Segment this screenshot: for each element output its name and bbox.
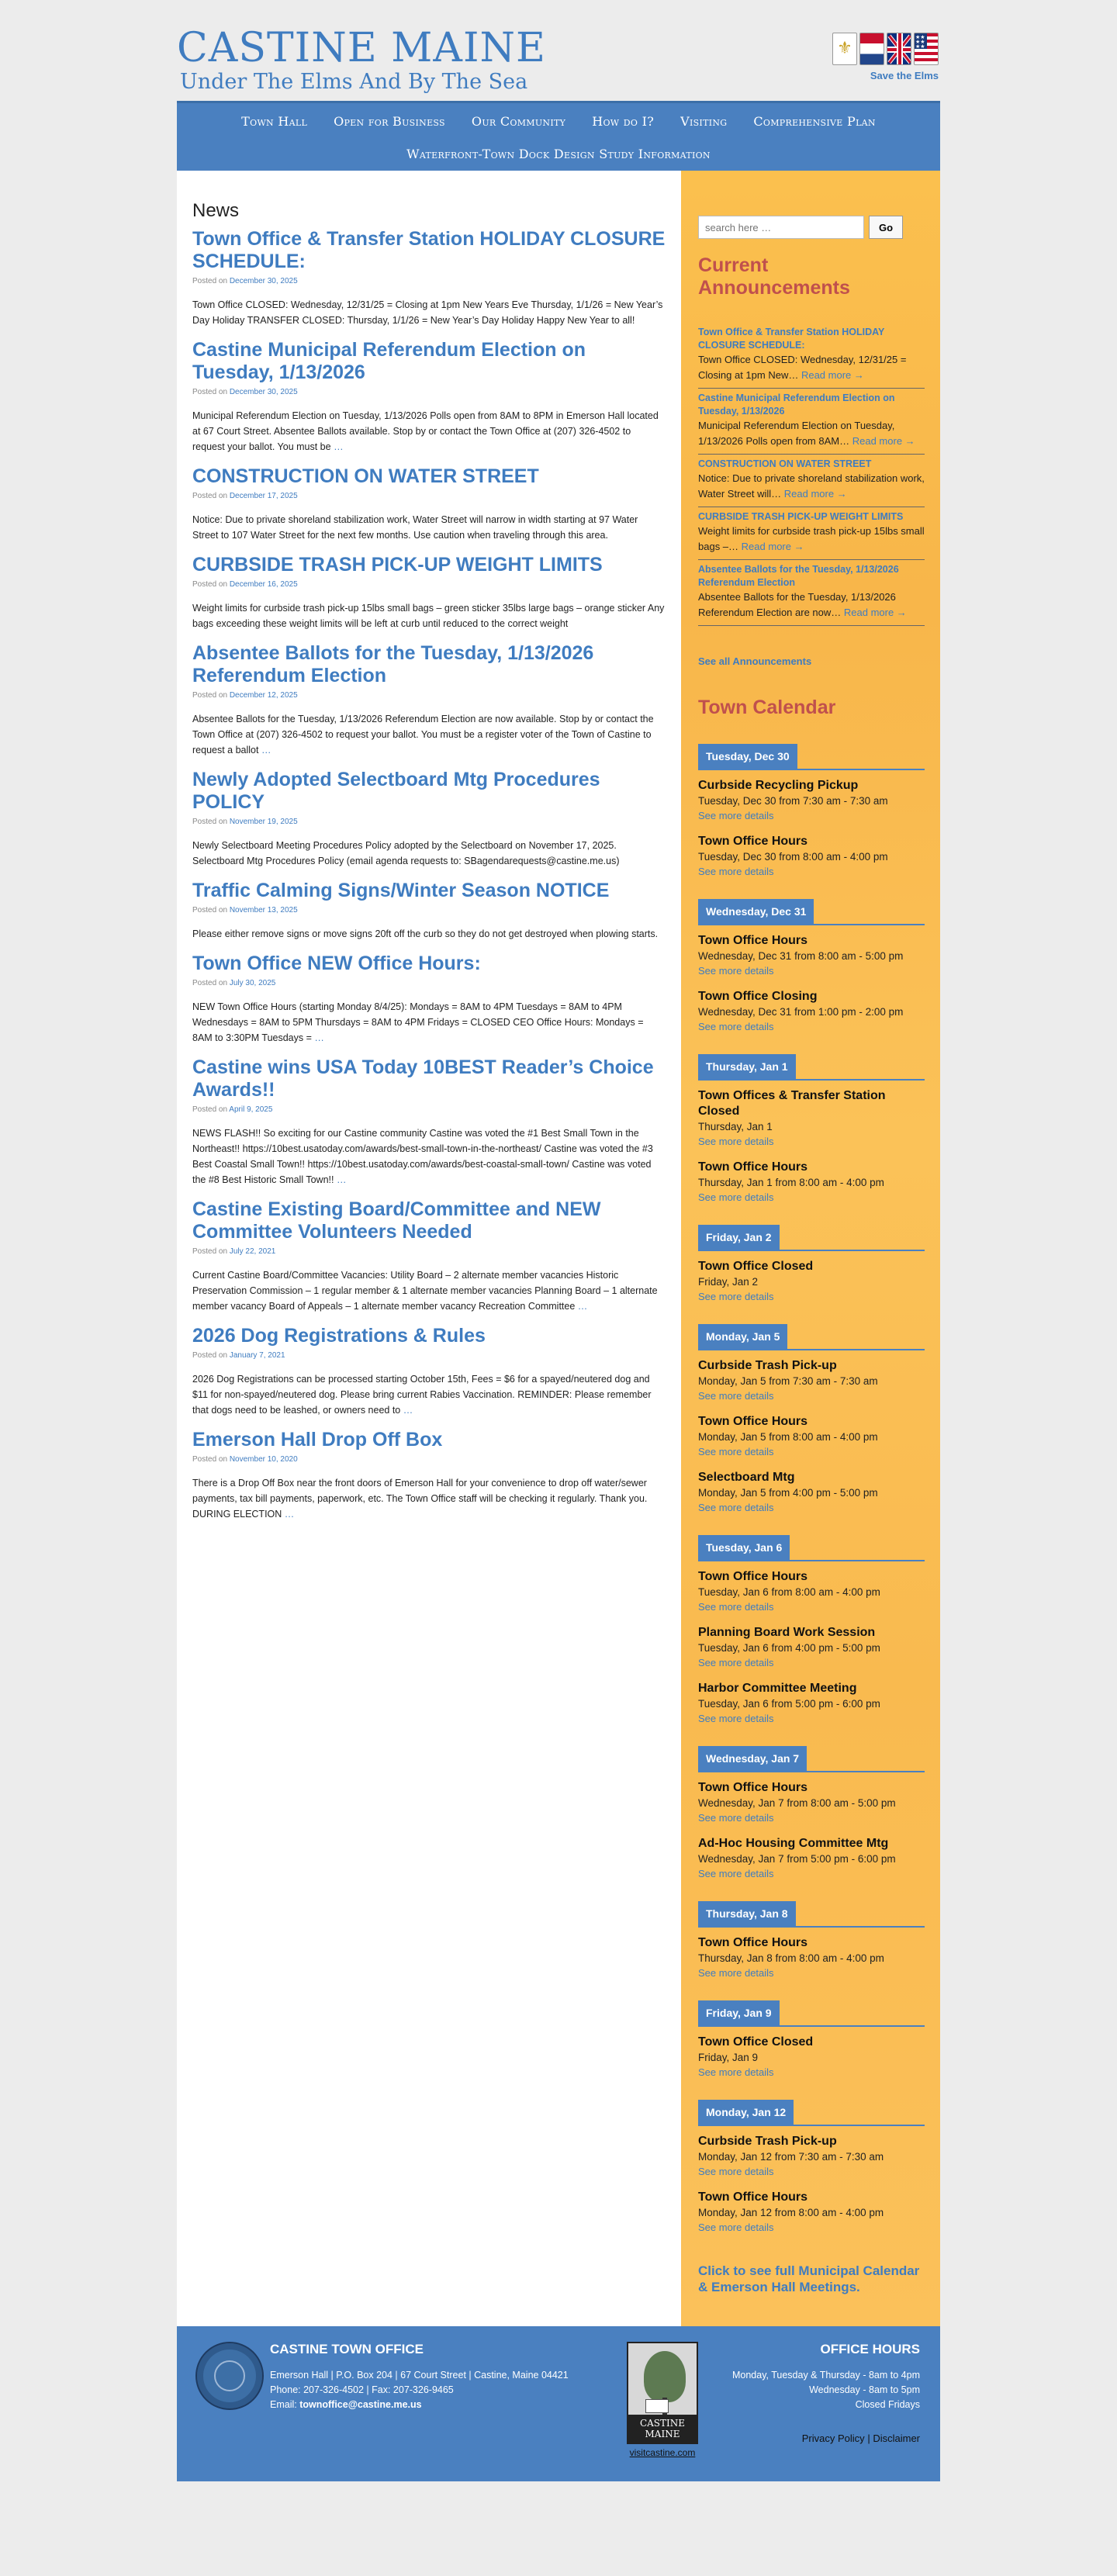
event-name[interactable]: Ad-Hoc Housing Committee Mtg	[698, 1837, 889, 1850]
posted-on-label: Posted on	[192, 1105, 228, 1114]
logo-text: CASTINE MAINE	[628, 2415, 697, 2443]
site-footer	[177, 2326, 940, 2481]
announcement-item	[698, 455, 925, 507]
news-post	[192, 1056, 666, 1188]
post-title-link[interactable]: Town Office NEW Office Hours:	[192, 953, 481, 974]
nav-link[interactable]: Open for Business	[334, 114, 445, 129]
usa-flag-icon[interactable]: ★★ ★★ ★★	[914, 33, 939, 65]
post-excerpt	[192, 1125, 666, 1188]
footer-link-separator: |	[867, 2433, 870, 2444]
post-excerpt-text: Notice: Due to private shoreland stabilization work, Water Street will narrow in width starting at 97 Water Street to 107 Water Street for the next few months. Use caution when traveling through this area.	[192, 514, 638, 541]
calendar-day-header: Monday, Jan 12	[698, 2100, 794, 2125]
event-time: Wednesday, Dec 31 from 1:00 pm - 2:00 pm	[698, 1006, 904, 1018]
post-date-link[interactable]: July 30, 2025	[229, 979, 276, 987]
see-more-details-link[interactable]: See more details	[698, 1967, 774, 1979]
calendar-day-header: Tuesday, Dec 30	[698, 744, 797, 769]
see-more-details-link[interactable]: See more details	[698, 1868, 774, 1879]
visit-castine-image[interactable]	[627, 2342, 698, 2444]
event-time: Tuesday, Dec 30 from 7:30 am - 7:30 am	[698, 795, 888, 807]
nav-row-2	[177, 143, 940, 164]
see-more-details-link[interactable]: See more details	[698, 2222, 774, 2233]
post-more-link[interactable]: …	[334, 441, 344, 452]
posted-on-label: Posted on	[192, 979, 228, 987]
post-title-link[interactable]: Castine wins USA Today 10BEST Reader’s Choice Awards!!	[192, 1056, 654, 1101]
post-title-link[interactable]: Traffic Calming Signs/Winter Season NOTICE	[192, 880, 610, 901]
event-name[interactable]: Town Office Closing	[698, 990, 818, 1003]
main-nav	[177, 101, 940, 171]
calendar-event	[698, 1625, 925, 1670]
post-date-link[interactable]: December 17, 2025	[229, 492, 298, 500]
footer-email-line	[270, 2398, 569, 2412]
announcement-title[interactable]: Absentee Ballots for the Tuesday, 1/13/2026 Referendum Election	[698, 564, 899, 588]
disclaimer-link[interactable]: Disclaimer	[873, 2433, 920, 2444]
post-excerpt-text: NEWS FLASH!! So exciting for our Castine community Castine was voted the #1 Best Small Town in the Northeast!! https://10best.usatoday.com/awards/best-small-town-in-the-northeast/ Castine was voted the #3 Best Coastal Small Town!! https://10best.usatoday.com/awards/best-coastal-small-town/ Castine was voted the #8 Best Historic Small Town!!	[192, 1128, 653, 1185]
see-more-details-link[interactable]: See more details	[698, 1390, 774, 1402]
calendar-event	[698, 1414, 925, 1459]
post-excerpt	[192, 297, 666, 328]
news-post	[192, 769, 666, 869]
event-time: Monday, Jan 5 from 8:00 am - 4:00 pm	[698, 1431, 878, 1443]
see-more-details-link[interactable]: See more details	[698, 1021, 774, 1032]
post-meta	[192, 979, 666, 987]
calendar-day	[698, 1324, 925, 1515]
post-excerpt-text: Newly Selectboard Meeting Procedures Policy adopted by the Selectboard on November 17, 2025. Selectboard Mtg Procedures Policy (email agenda requests to: SBagendarequests@castine.me.us)	[192, 840, 620, 866]
announcement-item	[698, 560, 925, 626]
post-date-link[interactable]: November 13, 2025	[229, 906, 298, 915]
calendar-event	[698, 834, 925, 879]
read-more-link[interactable]: Read more →	[843, 607, 907, 618]
announcement-excerpt-text: Notice: Due to private shoreland stabilization work, Water Street will…	[698, 472, 925, 500]
post-meta	[192, 1455, 666, 1464]
posted-on-label: Posted on	[192, 492, 228, 500]
news-post	[192, 953, 666, 1046]
post-date-link[interactable]: December 30, 2025	[229, 388, 298, 396]
post-title-link[interactable]: CURBSIDE TRASH PICK-UP WEIGHT LIMITS	[192, 554, 603, 576]
event-name[interactable]: Town Office Hours	[698, 1936, 808, 1949]
calendar-day-header: Thursday, Jan 1	[698, 1054, 796, 1079]
united-kingdom-flag-icon[interactable]	[887, 33, 911, 65]
announcement-excerpt-text: Town Office CLOSED: Wednesday, 12/31/25 = Closing at 1pm New…	[698, 354, 907, 381]
post-excerpt-text: 2026 Dog Registrations can be processed starting October 15th, Fees = $6 for a spayed/neutered dog and $11 for non-spayed/neutered dog. Please bring current Rabies Vaccination. REMINDER: Please remember that dogs need to be leashed, or owners need to	[192, 1374, 652, 1416]
news-post	[192, 1429, 666, 1522]
news-content	[177, 171, 681, 2326]
visit-castine-logo[interactable]	[627, 2342, 698, 2458]
nav-item	[579, 111, 667, 132]
post-title	[192, 1325, 666, 1347]
calendar-day-divider	[698, 769, 925, 770]
event-name[interactable]: Town Office Hours	[698, 835, 808, 848]
nav-item	[740, 111, 888, 132]
calendar-event	[698, 778, 925, 823]
calendar-event	[698, 1160, 925, 1205]
post-more-link[interactable]: …	[403, 1405, 413, 1416]
event-time: Tuesday, Jan 6 from 4:00 pm - 5:00 pm	[698, 1642, 880, 1654]
calendar-event	[698, 989, 925, 1034]
privacy-policy-link[interactable]: Privacy Policy	[801, 2433, 865, 2444]
nav-item	[228, 111, 320, 132]
calendar-event	[698, 2190, 925, 2235]
event-time: Tuesday, Jan 6 from 5:00 pm - 6:00 pm	[698, 1698, 880, 1710]
calendar-event	[698, 1935, 925, 1980]
search-input[interactable]	[698, 216, 864, 239]
calendar-day-divider	[698, 924, 925, 925]
nav-link[interactable]: Our Community	[471, 114, 566, 129]
event-name[interactable]: Selectboard Mtg	[698, 1471, 795, 1484]
post-title	[192, 642, 666, 687]
calendar-event	[698, 1836, 925, 1881]
event-name[interactable]: Town Office Hours	[698, 1415, 808, 1428]
announcement-item	[698, 389, 925, 455]
calendar-day-divider	[698, 1250, 925, 1251]
save-the-elms-link[interactable]: Save the Elms	[870, 70, 939, 81]
posted-on-label: Posted on	[192, 580, 228, 589]
posted-on-label: Posted on	[192, 691, 228, 700]
post-more-link[interactable]: …	[284, 1509, 295, 1520]
footer-address: Emerson Hall | P.O. Box 204 | 67 Court Street | Castine, Maine 04421	[270, 2370, 569, 2381]
hours-line-3: Closed Fridays	[855, 2399, 920, 2410]
news-post	[192, 880, 666, 942]
news-heading: News	[192, 200, 240, 221]
post-meta	[192, 1351, 666, 1360]
post-title-link[interactable]: 2026 Dog Registrations & Rules	[192, 1325, 486, 1347]
site-tagline: Under The Elms And By The Sea	[180, 70, 528, 94]
calendar-day-header: Wednesday, Dec 31	[698, 899, 814, 924]
post-excerpt-text: NEW Town Office Hours (starting Monday 8/4/25): Mondays = 8AM to 4PM Tuesdays = 8AM to 4PM Wednesdays = 8AM to 5PM Thursdays = 8AM to 4PM Fridays = CLOSED CEO Office Hours: Mondays = 8AM to 3:30PM Tuesdays =	[192, 1001, 644, 1043]
post-more-link[interactable]: …	[314, 1032, 324, 1043]
netherlands-flag-icon[interactable]	[859, 33, 884, 65]
footer-office-heading: CASTINE TOWN OFFICE	[270, 2342, 424, 2356]
calendar-heading: Town Calendar	[698, 697, 836, 718]
footer-email-label: Email:	[270, 2399, 297, 2410]
calendar-event	[698, 1569, 925, 1614]
post-more-link[interactable]: …	[577, 1301, 588, 1312]
post-title-link[interactable]: Newly Adopted Selectboard Mtg Procedures POLICY	[192, 769, 600, 813]
post-meta	[192, 388, 666, 396]
footer-hours-heading: OFFICE HOURS	[820, 2342, 920, 2356]
calendar-day	[698, 744, 925, 879]
calendar-day-header: Thursday, Jan 8	[698, 1901, 796, 1926]
post-excerpt	[192, 600, 666, 631]
event-time: Monday, Jan 12 from 7:30 am - 7:30 am	[698, 2151, 884, 2163]
calendar-day-divider	[698, 1926, 925, 1928]
posted-on-label: Posted on	[192, 1247, 228, 1256]
see-more-details-link[interactable]: See more details	[698, 866, 774, 877]
announcements-heading: Current Announcements	[698, 254, 850, 299]
calendar-day-header: Monday, Jan 5	[698, 1324, 787, 1349]
post-title	[192, 769, 666, 814]
nav-link[interactable]: Town Hall	[241, 114, 308, 129]
post-title	[192, 1056, 666, 1101]
see-more-details-link[interactable]: See more details	[698, 810, 774, 821]
post-date-link[interactable]: January 7, 2021	[229, 1351, 285, 1360]
news-post	[192, 554, 666, 631]
post-title	[192, 554, 666, 576]
calendar-day-header: Tuesday, Jan 6	[698, 1535, 790, 1560]
announcement-item	[698, 323, 925, 389]
post-title-link[interactable]: Emerson Hall Drop Off Box	[192, 1429, 443, 1451]
calendar-event	[698, 1358, 925, 1403]
news-post	[192, 642, 666, 758]
town-seal-icon	[195, 2342, 264, 2410]
calendar-day-divider	[698, 1771, 925, 1772]
post-meta	[192, 277, 666, 285]
post-date-link[interactable]: November 10, 2020	[229, 1455, 298, 1464]
announcement-excerpt-text: Weight limits for curbside trash pick-up 15lbs small bags –…	[698, 525, 925, 552]
announcement-title[interactable]: CONSTRUCTION ON WATER STREET	[698, 458, 872, 469]
calendar-event	[698, 933, 925, 978]
footer-office-hours	[732, 2342, 920, 2444]
nav-item	[667, 111, 740, 132]
event-time: Thursday, Jan 1 from 8:00 am - 4:00 pm	[698, 1177, 884, 1188]
announcements-list	[698, 323, 925, 626]
post-title	[192, 1429, 666, 1451]
announcement-title[interactable]: CURBSIDE TRASH PICK-UP WEIGHT LIMITS	[698, 511, 904, 522]
post-excerpt	[192, 1371, 666, 1418]
event-name[interactable]: Town Office Hours	[698, 1160, 808, 1174]
event-name[interactable]: Town Office Closed	[698, 1260, 814, 1273]
event-name[interactable]: Curbside Trash Pick-up	[698, 1359, 837, 1372]
post-excerpt-text: Town Office CLOSED: Wednesday, 12/31/25 = Closing at 1pm New Years Eve Thursday, 1/1/26 = New Year’s Day Holiday TRANSFER CLOSED: Thursday, 1/1/26 = New Year’s Day Holiday Happy New Year to all!	[192, 299, 663, 326]
event-time: Friday, Jan 9	[698, 2052, 759, 2063]
posted-on-label: Posted on	[192, 906, 228, 915]
event-time: Monday, Jan 5 from 4:00 pm - 5:00 pm	[698, 1487, 878, 1499]
post-title-link[interactable]: Castine Municipal Referendum Election on Tuesday, 1/13/2026	[192, 339, 586, 383]
event-name[interactable]: Town Offices & Transfer Station Closed	[698, 1089, 886, 1118]
announcement-excerpt	[698, 471, 925, 502]
see-more-details-link[interactable]: See more details	[698, 1446, 774, 1457]
see-more-details-link[interactable]: See more details	[698, 1291, 774, 1302]
post-meta	[192, 492, 666, 500]
post-title-link[interactable]: CONSTRUCTION ON WATER STREET	[192, 465, 539, 487]
nav-item	[458, 111, 579, 132]
event-time: Wednesday, Jan 7 from 8:00 am - 5:00 pm	[698, 1797, 896, 1809]
event-name[interactable]: Town Office Hours	[698, 2190, 808, 2204]
post-date-link[interactable]: December 30, 2025	[229, 277, 298, 285]
post-date-link[interactable]: April 9, 2025	[229, 1105, 273, 1114]
footer-links	[732, 2433, 920, 2444]
calendar-day	[698, 1901, 925, 1980]
posted-on-label: Posted on	[192, 277, 228, 285]
nav-row-1	[177, 111, 940, 132]
post-excerpt	[192, 408, 666, 455]
post-title-link[interactable]: Town Office & Transfer Station HOLIDAY CLOSURE SCHEDULE:	[192, 228, 666, 272]
see-all-announcements-link[interactable]: See all Announcements	[698, 655, 812, 667]
post-excerpt-text: Please either remove signs or move signs 20ft off the curb so they do not get destroyed when plowing starts.	[192, 928, 659, 939]
footer-office-info	[270, 2342, 569, 2412]
read-more-link[interactable]: Read more →	[741, 541, 804, 552]
footer-phone: Phone: 207-326-4502 | Fax: 207-326-9465	[270, 2384, 454, 2395]
event-name[interactable]: Curbside Recycling Pickup	[698, 779, 859, 792]
event-time: Monday, Jan 5 from 7:30 am - 7:30 am	[698, 1375, 878, 1387]
hours-line-2: Wednesday - 8am to 5pm	[809, 2384, 920, 2395]
news-post	[192, 1325, 666, 1418]
calendar-event	[698, 1470, 925, 1515]
event-time: Tuesday, Dec 30 from 8:00 am - 4:00 pm	[698, 851, 888, 863]
calendar-day-divider	[698, 2125, 925, 2126]
calendar-event	[698, 2035, 925, 2080]
post-more-link[interactable]: …	[336, 1174, 347, 1185]
calendar-day-divider	[698, 1560, 925, 1561]
post-title-link[interactable]: Castine Existing Board/Committee and NEW Committee Volunteers Needed	[192, 1198, 601, 1243]
see-more-details-link[interactable]: See more details	[698, 965, 774, 977]
calendar-day	[698, 899, 925, 1034]
search-form	[698, 216, 925, 239]
event-time: Wednesday, Jan 7 from 5:00 pm - 6:00 pm	[698, 1853, 896, 1865]
post-meta	[192, 580, 666, 589]
france-flag-icon[interactable]: ⚜	[832, 33, 857, 65]
post-title	[192, 880, 666, 902]
flag-links	[832, 33, 939, 65]
post-excerpt	[192, 711, 666, 758]
read-more-link[interactable]: Read more →	[852, 435, 915, 447]
posted-on-label: Posted on	[192, 1351, 228, 1360]
nav-link[interactable]: Visiting	[680, 114, 728, 129]
post-excerpt	[192, 512, 666, 543]
post-excerpt-text: Absentee Ballots for the Tuesday, 1/13/2026 Referendum Election are now available. Stop by or contact the Town Office at (207) 326-4502 to request your ballot. You must be a register voter of the Town of Castine to request a ballot	[192, 714, 654, 756]
event-name[interactable]: Town Office Hours	[698, 934, 808, 947]
event-time: Thursday, Jan 8 from 8:00 am - 4:00 pm	[698, 1952, 884, 1964]
nav-link[interactable]: Comprehensive Plan	[753, 114, 876, 129]
nav-item	[320, 111, 458, 132]
post-meta	[192, 818, 666, 826]
see-more-details-link[interactable]: See more details	[698, 2166, 774, 2177]
calendar-day	[698, 1535, 925, 1726]
post-excerpt-text: Municipal Referendum Election on Tuesday, 1/13/2026 Polls open from 8AM to 8PM in Emerson Hall located at 67 Court Street. Absentee Ballots available. Stop by or contact the Town Office at (207) 326-4502 to request your ballot. You must be	[192, 410, 659, 452]
calendar-day-divider	[698, 2025, 925, 2027]
calendar-day-header: Friday, Jan 2	[698, 1225, 780, 1250]
see-more-details-link[interactable]: See more details	[698, 2066, 774, 2078]
nav-item	[393, 143, 724, 164]
announcement-title[interactable]: Castine Municipal Referendum Election on Tuesday, 1/13/2026	[698, 392, 895, 417]
event-name[interactable]: Town Office Hours	[698, 1570, 808, 1583]
see-more-details-link[interactable]: See more details	[698, 1713, 774, 1724]
post-date-link[interactable]: November 19, 2025	[229, 818, 298, 826]
post-meta	[192, 1105, 666, 1114]
post-excerpt-text: Current Castine Board/Committee Vacancies: Utility Board – 2 alternate member vacancies Historic Preservation Commission – 1 regular member & 1 alternate member vacancies Planning Board – 1 alternate member vacancy Board of Appeals – 1 alternate member vacancy Recreation Committee	[192, 1270, 658, 1312]
news-post	[192, 1198, 666, 1314]
full-calendar-link[interactable]: Click to see full Municipal Calendar & Emerson Hall Meetings.	[698, 2263, 920, 2294]
calendar-day	[698, 2000, 925, 2080]
calendar-event	[698, 1088, 925, 1149]
calendar-event	[698, 1681, 925, 1726]
calendar-day-divider	[698, 1079, 925, 1081]
search-button[interactable]: Go	[869, 216, 903, 239]
post-meta	[192, 906, 666, 915]
post-title	[192, 339, 666, 384]
calendar-day	[698, 2100, 925, 2235]
see-more-details-link[interactable]: See more details	[698, 1657, 774, 1668]
calendar-list	[698, 744, 925, 2235]
event-name[interactable]: Planning Board Work Session	[698, 1626, 876, 1639]
post-excerpt	[192, 926, 666, 942]
event-name[interactable]: Town Office Hours	[698, 1781, 808, 1794]
footer-email-link[interactable]: townoffice@castine.me.us	[299, 2399, 422, 2410]
announcement-item	[698, 507, 925, 560]
announcement-excerpt-text: Municipal Referendum Election on Tuesday, 1/13/2026 Polls open from 8AM…	[698, 420, 895, 447]
see-more-details-link[interactable]: See more details	[698, 1191, 774, 1203]
calendar-day	[698, 1054, 925, 1205]
site-title[interactable]: CASTINE MAINE	[177, 25, 546, 71]
news-post	[192, 228, 666, 328]
post-meta	[192, 1247, 666, 1256]
post-excerpt	[192, 1267, 666, 1314]
event-name[interactable]: Curbside Trash Pick-up	[698, 2135, 837, 2148]
post-excerpt	[192, 838, 666, 869]
post-more-link[interactable]: …	[261, 745, 271, 756]
site-header	[177, 0, 940, 101]
post-title	[192, 228, 666, 273]
see-more-details-link[interactable]: See more details	[698, 1502, 774, 1513]
see-more-details-link[interactable]: See more details	[698, 1136, 774, 1147]
calendar-event	[698, 1259, 925, 1304]
announcement-title[interactable]: Town Office & Transfer Station HOLIDAY CLOSURE SCHEDULE:	[698, 327, 885, 351]
calendar-event	[698, 2134, 925, 2179]
event-time: Tuesday, Jan 6 from 8:00 am - 4:00 pm	[698, 1586, 880, 1598]
nav-link[interactable]: Waterfront-Town Dock Design Study Information	[406, 147, 711, 161]
event-time: Friday, Jan 2	[698, 1276, 759, 1288]
calendar-day	[698, 1225, 925, 1304]
sidebar	[681, 171, 940, 2326]
event-name[interactable]: Town Office Closed	[698, 2035, 814, 2049]
calendar-day-header: Friday, Jan 9	[698, 2000, 780, 2025]
calendar-day	[698, 1746, 925, 1881]
announcement-excerpt	[698, 352, 925, 383]
post-title	[192, 465, 666, 488]
calendar-day-divider	[698, 1349, 925, 1350]
see-more-details-link[interactable]: See more details	[698, 1812, 774, 1824]
post-excerpt-text: Weight limits for curbside trash pick-up 15lbs small bags – green sticker 35lbs large bags – orange sticker Any bags exceeding these weight limits will be left at curb until reduced to the correct weight	[192, 603, 665, 629]
calendar-day-header: Wednesday, Jan 7	[698, 1746, 807, 1771]
post-date-link[interactable]: December 12, 2025	[229, 691, 298, 700]
news-post	[192, 339, 666, 455]
announcement-excerpt	[698, 524, 925, 555]
event-time: Wednesday, Dec 31 from 8:00 am - 5:00 pm	[698, 950, 904, 962]
main-area	[177, 171, 940, 2326]
announcement-excerpt	[698, 590, 925, 621]
posted-on-label: Posted on	[192, 1455, 228, 1464]
event-name[interactable]: Harbor Committee Meeting	[698, 1682, 857, 1695]
news-post	[192, 465, 666, 543]
post-title-link[interactable]: Absentee Ballots for the Tuesday, 1/13/2026 Referendum Election	[192, 642, 594, 686]
post-title	[192, 953, 666, 975]
read-more-link[interactable]: Read more →	[783, 488, 847, 500]
post-meta	[192, 691, 666, 700]
event-time: Monday, Jan 12 from 8:00 am - 4:00 pm	[698, 2207, 884, 2218]
read-more-link[interactable]: Read more →	[801, 369, 864, 381]
calendar-event	[698, 1780, 925, 1825]
visit-castine-link[interactable]: visitcastine.com	[629, 2447, 696, 2458]
post-excerpt	[192, 1475, 666, 1522]
posted-on-label: Posted on	[192, 388, 228, 396]
post-date-link[interactable]: July 22, 2021	[229, 1247, 276, 1256]
post-date-link[interactable]: December 16, 2025	[229, 580, 298, 589]
post-excerpt	[192, 999, 666, 1046]
posted-on-label: Posted on	[192, 818, 228, 826]
see-more-details-link[interactable]: See more details	[698, 1601, 774, 1613]
event-time: Thursday, Jan 1	[698, 1121, 773, 1132]
post-title	[192, 1198, 666, 1243]
announcement-excerpt	[698, 418, 925, 449]
post-excerpt-text: There is a Drop Off Box near the front doors of Emerson Hall for your convenience to drop off water/sewer payments, tax bill payments, paperwork, etc. The Town Office staff will be checking it regularly. Thank you. DURING ELECTION	[192, 1478, 648, 1520]
news-list	[192, 228, 666, 1522]
announcement-excerpt-text: Absentee Ballots for the Tuesday, 1/13/2026 Referendum Election are now…	[698, 591, 896, 618]
hours-line-1: Monday, Tuesday & Thursday - 8am to 4pm	[731, 2370, 920, 2381]
nav-link[interactable]: How do I?	[592, 114, 655, 129]
